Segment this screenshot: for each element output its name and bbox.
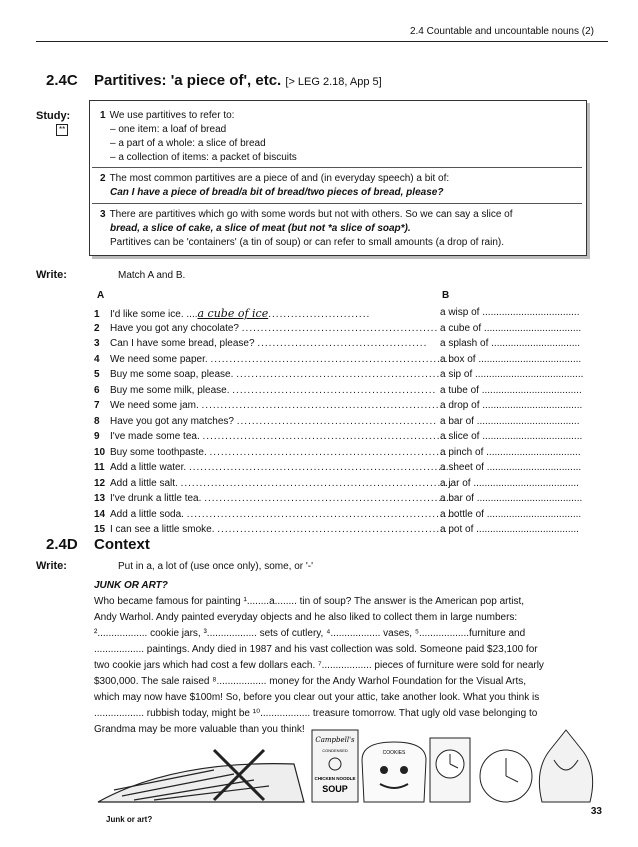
answer-blank[interactable]: ........................................................................ — [180, 477, 453, 489]
match-row-b: a pinch of .................................. — [440, 446, 581, 458]
row-text: Buy me some milk, please. — [110, 384, 233, 396]
cookie-jar-icon — [362, 742, 426, 802]
answer-blank[interactable]: ...................................................... — [232, 384, 437, 396]
exercise-instruction: Match A and B. — [118, 270, 186, 281]
para-line: There are partitives which go with some words but not with others. So we can say a slice of — [109, 209, 513, 220]
story-line: .................. rubbish today, might be ¹⁰.................. treasure tomorrow. That ugly old vase belonging to — [94, 708, 538, 719]
answer-blank[interactable]: ...................................................... — [236, 369, 441, 380]
row-text: I've drunk a little tea. — [110, 493, 205, 504]
row-text: Have you got any matches? — [110, 415, 237, 427]
row-text: Add a little salt. — [110, 477, 181, 489]
match-row-a — [94, 384, 437, 396]
match-row-b: a slice of .................................... — [440, 431, 583, 442]
row-text: I've made some tea. — [110, 431, 203, 442]
row-number: 9 — [94, 431, 100, 442]
study-para-3 — [100, 208, 580, 250]
study-divider — [92, 203, 582, 204]
answer-blank[interactable]: .................................................................. — [204, 493, 454, 504]
cutlery-tray — [98, 764, 304, 802]
row-number: 13 — [94, 493, 106, 504]
match-row-a — [94, 307, 424, 320]
write-label: Write: — [36, 269, 67, 281]
page-number: 33 — [590, 806, 602, 817]
row-number: 6 — [94, 384, 100, 396]
match-row-b: a splash of ................................ — [440, 338, 581, 349]
answer-blank[interactable]: .................................................... — [241, 322, 439, 334]
row-text: Add a little soda. — [110, 508, 187, 520]
answer-blank[interactable]: ................................................................. — [201, 400, 448, 411]
match-row-a — [94, 477, 453, 489]
match-row-b: a box of ..................................... — [440, 353, 582, 365]
section-title: Context — [94, 536, 150, 553]
section-reference: [> LEG 2.18, App 5] — [285, 76, 382, 88]
row-text: Add a little water. — [110, 462, 189, 473]
row-text: I'd like some ice. .... — [110, 309, 198, 320]
para-item: – one item: a loaf of bread — [110, 124, 227, 135]
story-line: which may now have $100m! So, before you clear out your attic, take another look. What you think is — [94, 692, 540, 703]
para-number: 1 — [100, 110, 106, 121]
row-text: We need some paper. — [110, 353, 211, 365]
section-number: 2.4C — [46, 72, 78, 89]
match-row-a — [94, 462, 458, 473]
match-row-b: a tube of .................................... — [440, 384, 582, 396]
story-line: two cookie jars which had cost a few dollars each. ⁷.................. pieces of furniture were sold for nearly — [94, 660, 544, 671]
study-divider — [92, 167, 582, 168]
difficulty-badge: ** — [56, 124, 68, 136]
para-number: 2 — [100, 173, 106, 184]
study-label: Study: — [36, 110, 71, 122]
answer-blank[interactable]: ....................................................................... — [188, 462, 458, 473]
jar-label: COOKIES — [382, 750, 406, 756]
row-text: Can I have some bread, please? — [110, 338, 258, 349]
section-number: 2.4D — [46, 536, 78, 553]
round-clock-icon — [480, 750, 532, 802]
section-title — [94, 72, 382, 89]
answer-blank[interactable]: ............................................................. — [217, 524, 448, 535]
match-row-a — [94, 400, 448, 411]
match-row-b: a cube of ................................... — [440, 322, 582, 334]
junk-illustration — [94, 730, 602, 806]
row-text: Buy me some soap, please. — [110, 369, 237, 380]
answer-blank[interactable]: ........................................................................ — [186, 508, 459, 520]
row-number: 1 — [94, 309, 100, 320]
match-row-a — [94, 446, 448, 458]
match-row-a — [94, 493, 454, 504]
para-intro: We use partitives to refer to: — [109, 110, 235, 121]
answer-blank[interactable]: ................................................................ — [210, 353, 453, 365]
match-row-a — [94, 353, 453, 365]
vase-icon — [539, 730, 592, 802]
match-row-a — [94, 431, 452, 442]
para-line: The most common partitives are a piece of and (in everyday speech) a bit of: — [109, 173, 450, 184]
match-row-b: a pot of ..................................... — [440, 524, 579, 535]
story-text — [94, 594, 604, 738]
row-number: 4 — [94, 353, 100, 365]
row-number: 3 — [94, 338, 100, 349]
can-type: CONDENSED — [322, 748, 348, 753]
match-row-a — [94, 322, 439, 334]
para-line: bread, a slice of cake, a slice of meat (but not *a slice of soap*). — [110, 223, 411, 234]
story-line: ².................. cookie jars, ³.................. sets of cutlery, ⁴.................. vases, ⁵..................furniture and — [94, 628, 526, 639]
answer-blank[interactable]: .................................................................. — [202, 431, 452, 442]
story-title: JUNK OR ART? — [94, 580, 168, 591]
match-row-a — [94, 338, 428, 349]
para-example: Can I have a piece of bread/a bit of bread/two pieces of bread, please? — [110, 187, 444, 198]
match-row-a — [94, 524, 448, 535]
soup-can-icon — [312, 730, 358, 802]
para-item: – a part of a whole: a slice of bread — [110, 138, 266, 149]
row-text: I can see a little smoke. — [110, 524, 218, 535]
section-title-text: Partitives: 'a piece of', etc. — [94, 72, 282, 89]
row-number: 7 — [94, 400, 100, 411]
answer-blank[interactable]: ............................................................... — [209, 446, 448, 458]
story-line: Grandma may be more valuable than you think! — [94, 724, 305, 735]
match-row-b: a bar of ..................................... — [440, 415, 580, 427]
exercise-instruction: Put in a, a lot of (use once only), some, or '-' — [118, 561, 314, 572]
match-row-b: a bottle of .................................. — [440, 508, 582, 520]
can-soup-word: SOUP — [322, 784, 348, 794]
column-b-heading: B — [442, 290, 450, 301]
handwritten-answer[interactable]: a cube of ice — [197, 307, 269, 320]
match-row-a — [94, 369, 441, 380]
running-header: 2.4 Countable and uncountable nouns (2) — [409, 26, 594, 37]
can-label: CHICKEN NOODLE — [314, 776, 356, 781]
para-item: – a collection of items: a packet of biscuits — [110, 152, 297, 163]
column-a-heading: A — [97, 290, 105, 301]
row-number: 12 — [94, 477, 106, 489]
match-row-a — [94, 415, 438, 427]
para-number: 3 — [100, 209, 106, 220]
story-line: Who became famous for painting ¹........a........ tin of soup? The answer is the American pop artist, — [94, 596, 525, 607]
row-number: 5 — [94, 369, 100, 380]
header-rule — [36, 41, 608, 42]
row-number: 14 — [94, 508, 106, 520]
row-text: Have you got any chocolate? — [110, 322, 242, 334]
story-line: $300,000. The sale raised ⁸.................. money for the Andy Warhol Foundation for the Visual Arts, — [94, 676, 527, 687]
match-row-b: a drop of .................................... — [440, 400, 583, 411]
match-row-b: a sip of ....................................... — [440, 369, 584, 380]
row-text: We need some jam. — [110, 400, 202, 411]
clock-icon — [430, 738, 470, 802]
can-brand: Campbell's — [315, 736, 355, 744]
match-row-a — [94, 508, 459, 520]
write-label: Write: — [36, 560, 67, 572]
figure-caption: Junk or art? — [106, 815, 153, 824]
row-text: Buy some toothpaste. — [110, 446, 210, 458]
row-number: 11 — [94, 462, 105, 473]
match-row-b: a sheet of .................................. — [440, 462, 582, 473]
study-para-1 — [100, 109, 580, 165]
para-line: Partitives can be 'containers' (a tin of soup) or can refer to small amounts (a drop of rain). — [110, 237, 504, 248]
answer-blank[interactable]: ..................................................... — [236, 415, 438, 427]
study-para-2 — [100, 172, 580, 200]
story-line: .................. paintings. Andy died in 1987 and his vast collection was sold. Someone paid $23,100 for — [94, 644, 538, 655]
match-row-b: a wisp of ................................... — [440, 307, 580, 318]
row-number: 2 — [94, 322, 100, 334]
row-number: 8 — [94, 415, 100, 427]
row-number: 15 — [94, 524, 106, 535]
match-row-b: a jar of ...................................... — [440, 477, 579, 489]
match-row-b: a bar of ...................................... — [440, 493, 583, 504]
answer-blank[interactable]: ............................................. — [257, 338, 428, 349]
answer-blank[interactable]: ........................... — [268, 309, 371, 320]
story-line: Andy Warhol. Andy painted everyday objects and he also liked to collect them in large numbers: — [94, 612, 518, 623]
row-number: 10 — [94, 446, 106, 458]
